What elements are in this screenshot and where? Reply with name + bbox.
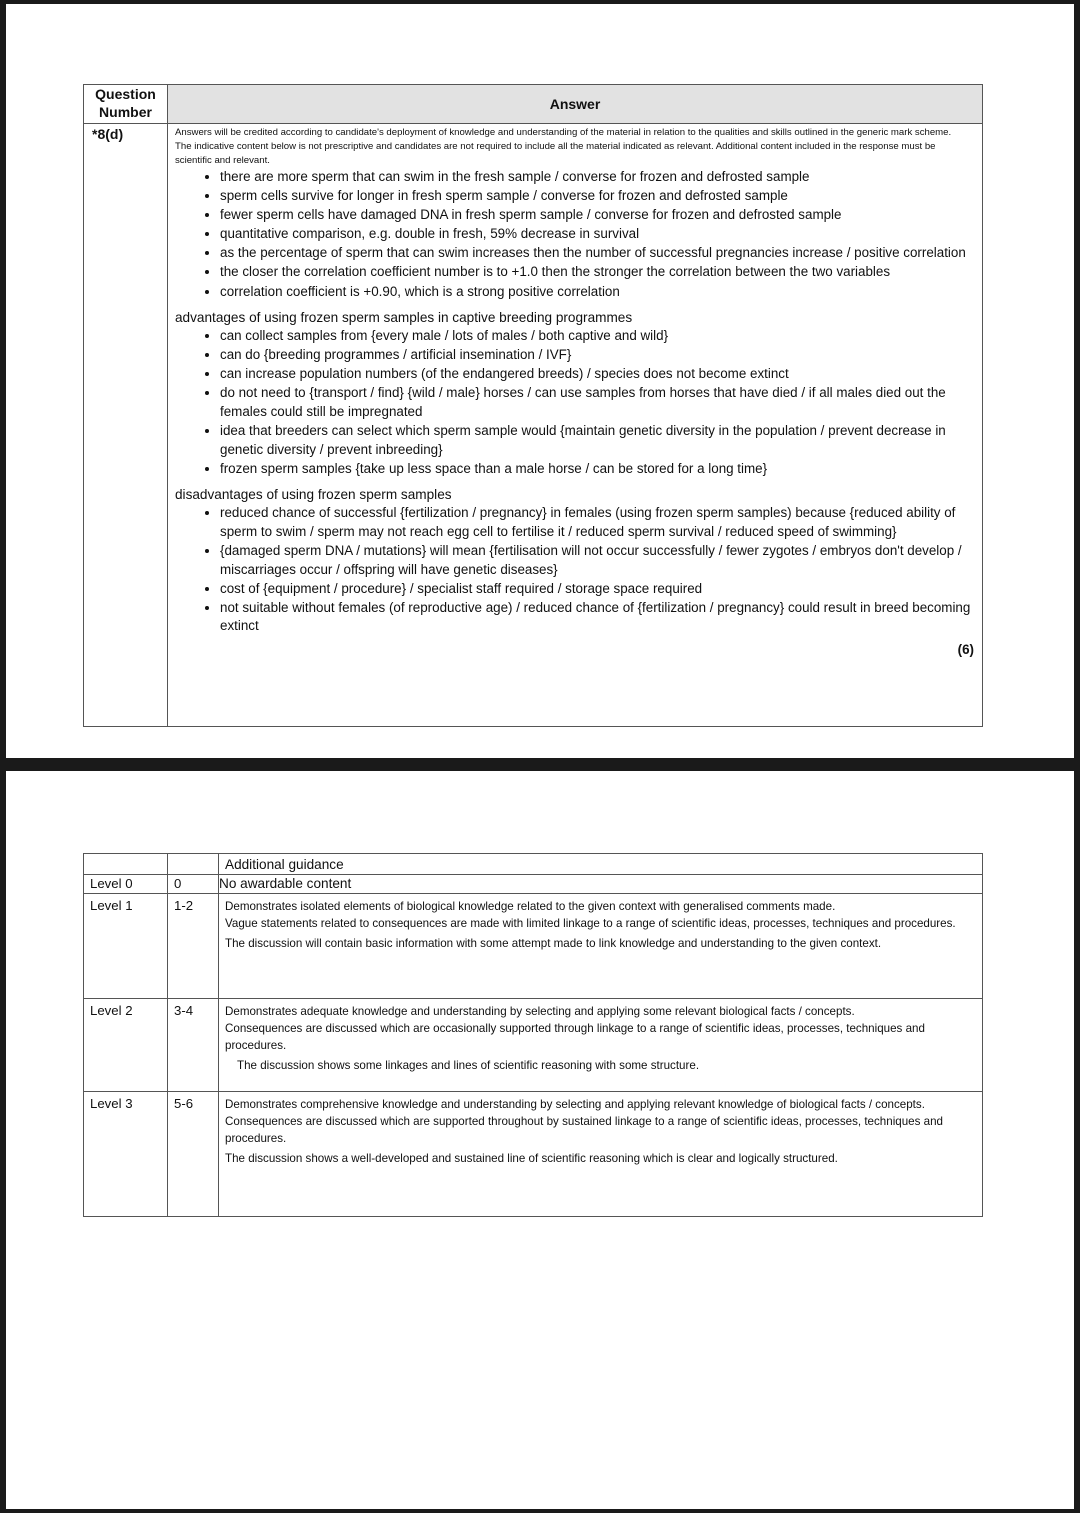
level-marks: 3-4 — [168, 999, 219, 1092]
list-item: • can do {breeding programmes / artificial insemination / IVF} — [220, 346, 974, 365]
marks-total: (6) — [957, 642, 974, 658]
list-item: • can collect samples from {every male / lots of males / both captive and wild} — [220, 327, 974, 346]
disadvantages-list — [175, 504, 974, 636]
level-3-description — [219, 1092, 983, 1217]
answer-row — [84, 124, 983, 727]
list-item: • fewer sperm cells have damaged DNA in fresh sperm sample / converse for frozen and defrosted sample — [220, 206, 974, 225]
level-label: Level 1 — [84, 894, 168, 999]
descriptor-line: Demonstrates comprehensive knowledge and understanding by selecting and applying relevant knowledge of biological facts / concepts. — [225, 1098, 925, 1111]
mark-scheme-page-2 — [6, 771, 1074, 1509]
intro-paragraph: Answers will be credited according to candidate's deployment of knowledge and understanding of the material in relation to the qualities and skills outlined in the generic mark scheme. — [175, 127, 952, 138]
advantages-heading: advantages of using frozen sperm samples in captive breeding programmes — [175, 310, 633, 326]
level-0-description: No awardable content — [219, 875, 983, 894]
list-item: • the closer the correlation coefficient number is to +1.0 then the stronger the correlation between the two variables — [220, 263, 974, 282]
list-item: • as the percentage of sperm that can swim increases then the number of successful pregnancies increase / positive correlation — [220, 244, 974, 263]
descriptor-line: The discussion shows some linkages and lines of scientific reasoning with some structure. — [237, 1059, 700, 1072]
level-marks: 1-2 — [168, 894, 219, 999]
guidance-header-row — [84, 854, 983, 875]
intro-text — [175, 126, 974, 168]
list-item: • idea that breeders can select which sperm sample would {maintain genetic diversity in the population / prevent decrease in genetic diversity / prevent inbreeding} — [220, 422, 974, 459]
answer-header: Answer — [168, 85, 983, 124]
descriptor-line: Consequences are discussed which are supported throughout by sustained linkage to a range of scientific ideas, processes, techniques and procedures. — [225, 1115, 943, 1145]
list-item: • frozen sperm samples {take up less space than a male horse / can be stored for a long time} — [220, 460, 974, 479]
list-item: • {damaged sperm DNA / mutations} will mean {fertilisation will not occur successfully / fewer zygotes / embryos don't develop / miscarriages occur / offspring will have genetic diseases} — [220, 542, 974, 579]
indicative-points-list — [175, 168, 974, 301]
level-1-description — [219, 894, 983, 999]
level-marks: 5-6 — [168, 1092, 219, 1217]
descriptor-line: Demonstrates isolated elements of biological knowledge related to the given context with generalised comments made. — [225, 900, 836, 913]
descriptor-line: Vague statements related to consequences are made with limited linkage to a range of scientific ideas, processes, techniques and procedures. — [225, 917, 956, 930]
list-item: • quantitative comparison, e.g. double in fresh, 59% decrease in survival — [220, 225, 974, 244]
levels-table — [83, 853, 983, 1217]
answer-table — [83, 84, 983, 727]
descriptor-line: The discussion shows a well-developed and sustained line of scientific reasoning which is clear and logically structured. — [225, 1152, 838, 1165]
list-item: • can increase population numbers (of the endangered breeds) / species does not become extinct — [220, 365, 974, 384]
mark-scheme-page-1 — [6, 4, 1074, 758]
list-item: • there are more sperm that can swim in the fresh sample / converse for frozen and defrosted sample — [220, 168, 974, 187]
question-number-header: Question Number — [84, 85, 168, 124]
list-item: • correlation coefficient is +0.90, which is a strong positive correlation — [220, 283, 974, 302]
level-2-description — [219, 999, 983, 1092]
list-item: • cost of {equipment / procedure} / specialist staff required / storage space required — [220, 580, 974, 599]
question-id: *8(d) — [84, 124, 168, 727]
descriptor-line: Demonstrates adequate knowledge and understanding by selecting and applying some relevant biological facts / concepts. — [225, 1005, 855, 1018]
level-label: Level 0 — [84, 875, 168, 894]
level-marks: 0 — [168, 875, 219, 894]
list-item: • sperm cells survive for longer in fresh sperm sample / converse for frozen and defrosted sample — [220, 187, 974, 206]
intro-paragraph: The indicative content below is not prescriptive and candidates are not required to include all the material indicated as relevant. Additional content included in the response must be scientific and relevant. — [175, 141, 936, 166]
descriptor-line: The discussion will contain basic information with some attempt made to link knowledge and understanding to the given context. — [225, 937, 882, 950]
level-row — [84, 999, 983, 1092]
list-item: • not suitable without females (of reproductive age) / reduced chance of {fertilization / pregnancy} could result in breed becoming extinct — [220, 599, 974, 636]
advantages-list — [175, 327, 974, 478]
level-row — [84, 1092, 983, 1217]
answer-content — [168, 124, 983, 727]
list-item: • do not need to {transport / find} {wild / male} horses / can use samples from horses that have died / if all males died out the females could still be impregnated — [220, 384, 974, 421]
level-label: Level 3 — [84, 1092, 168, 1217]
level-row — [84, 875, 983, 894]
level-label: Level 2 — [84, 999, 168, 1092]
list-item: • reduced chance of successful {fertilization / pregnancy} in females (using frozen sperm samples) because {reduced ability of sperm to swim / sperm may not reach egg cell to fertilise it / reduced sperm survival / reduced speed of swimming} — [220, 504, 974, 541]
additional-guidance-heading: Additional guidance — [219, 854, 983, 875]
table-header-row — [84, 85, 983, 124]
level-row — [84, 894, 983, 999]
disadvantages-heading: disadvantages of using frozen sperm samples — [175, 487, 452, 503]
descriptor-line: Consequences are discussed which are occasionally supported through linkage to a range of scientific ideas, processes, techniques and procedures. — [225, 1022, 925, 1052]
